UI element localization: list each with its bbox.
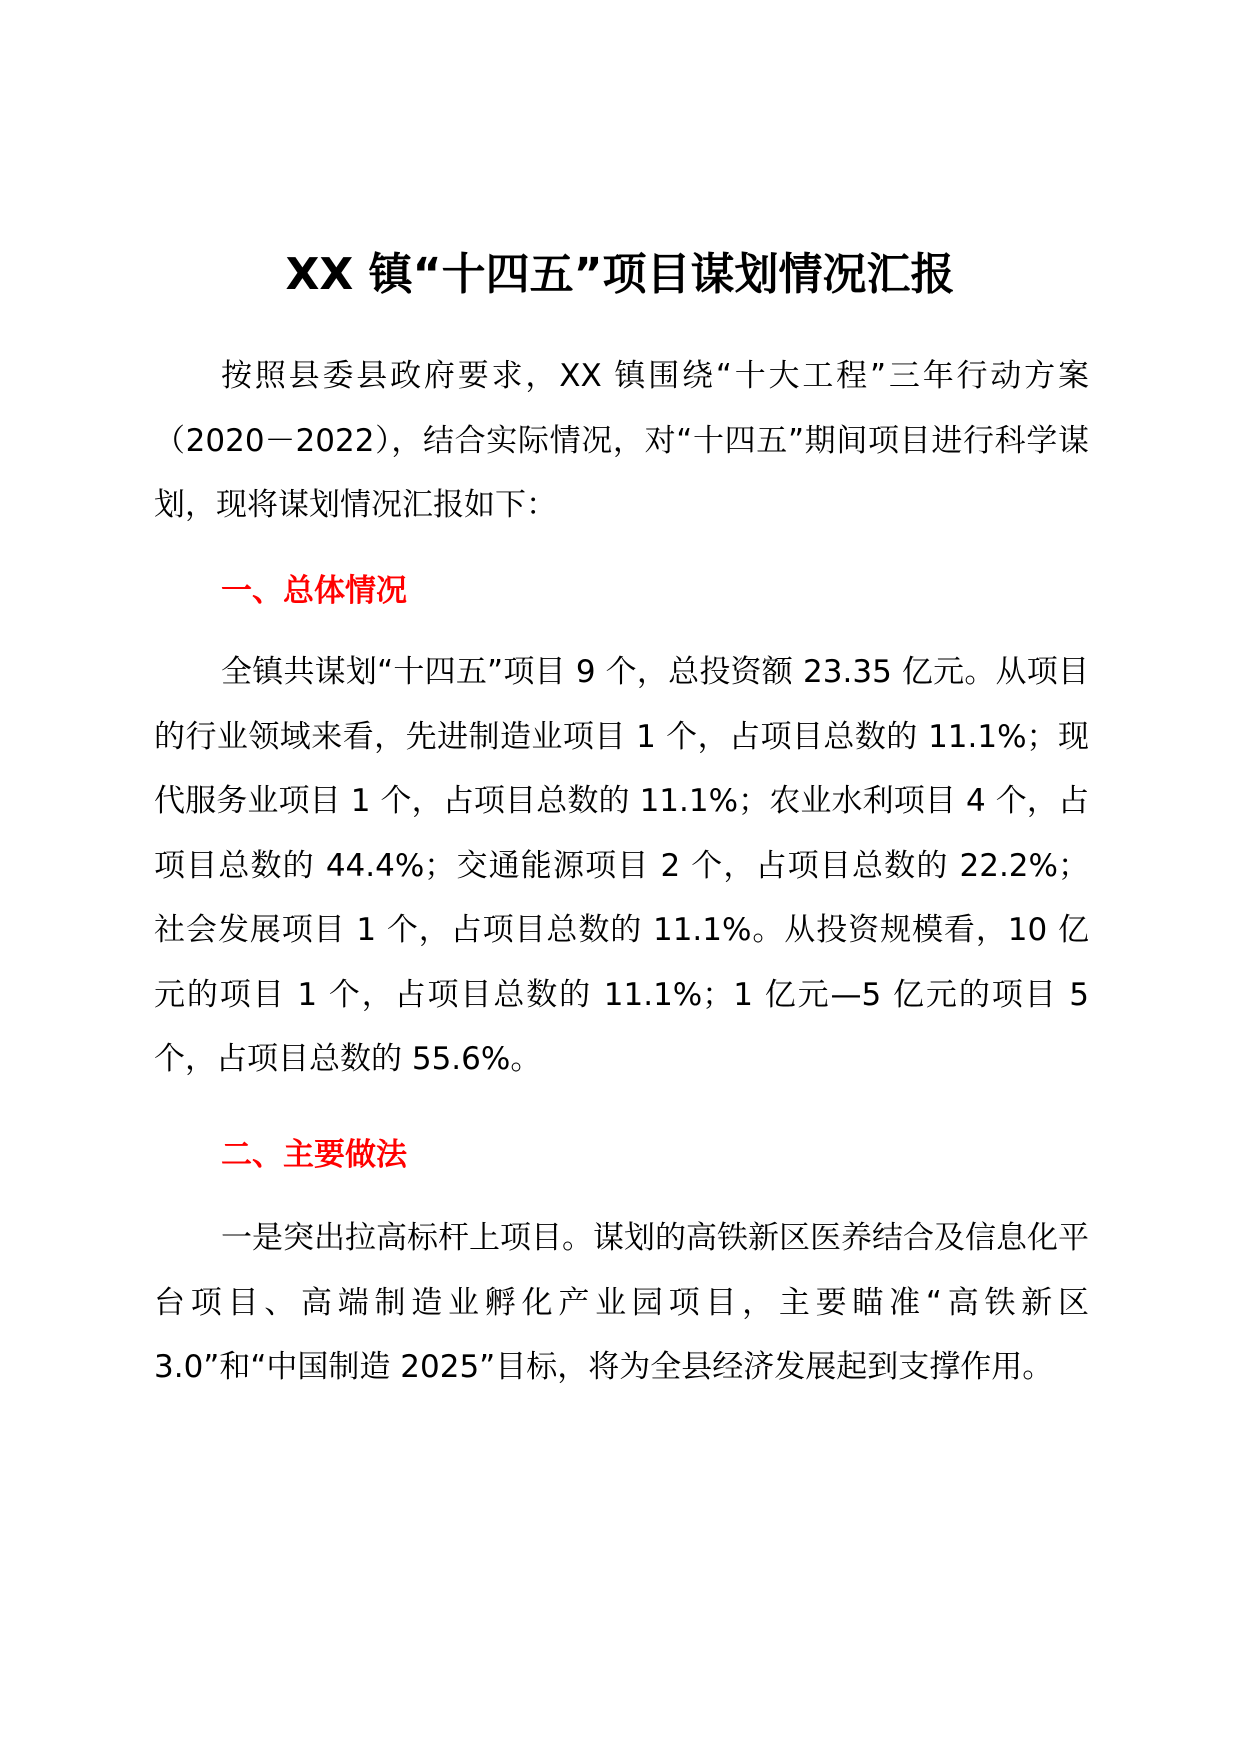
document-title: XX 镇“十四五”项目谋划情况汇报: [285, 249, 955, 300]
section-heading-practices: 二、主要做法: [221, 1137, 407, 1173]
practice-paragraph: 一是突出拉高标杆上项目。谋划的高铁新区医养结合及信息化平台项目、高端制造业孵化产业园项目，主要瞄准“高铁新区 3.0”和“中国制造 2025”目标，将为全县经济发展起到支撑作用。: [154, 1220, 1089, 1385]
intro-paragraph: 按照县委县政府要求，XX 镇围绕“十大工程”三年行动方案（2020－2022），结合实际情况，对“十四五”期间项目进行科学谋划，现将谋划情况汇报如下：: [154, 358, 1089, 523]
section-heading-overview: 一、总体情况: [221, 573, 407, 609]
overview-paragraph: 全镇共谋划“十四五”项目 9 个，总投资额 23.35 亿元。从项目的行业领域来看，先进制造业项目 1 个，占项目总数的 11.1%；现代服务业项目 1 个，占项目总数的 11.1%；农业水利项目 4 个，占项目总数的 44.4%；交通能源项目 2 个，占项目总数的 22.2%；社会发展项目 1 个，占项目总数的 11.1%。从投资规模看，10 亿元的项目 1 个，占项目总数的 11.1%；1 亿元—5 亿元的项目 5 个，占项目总数的 55.6%。: [154, 654, 1089, 1077]
